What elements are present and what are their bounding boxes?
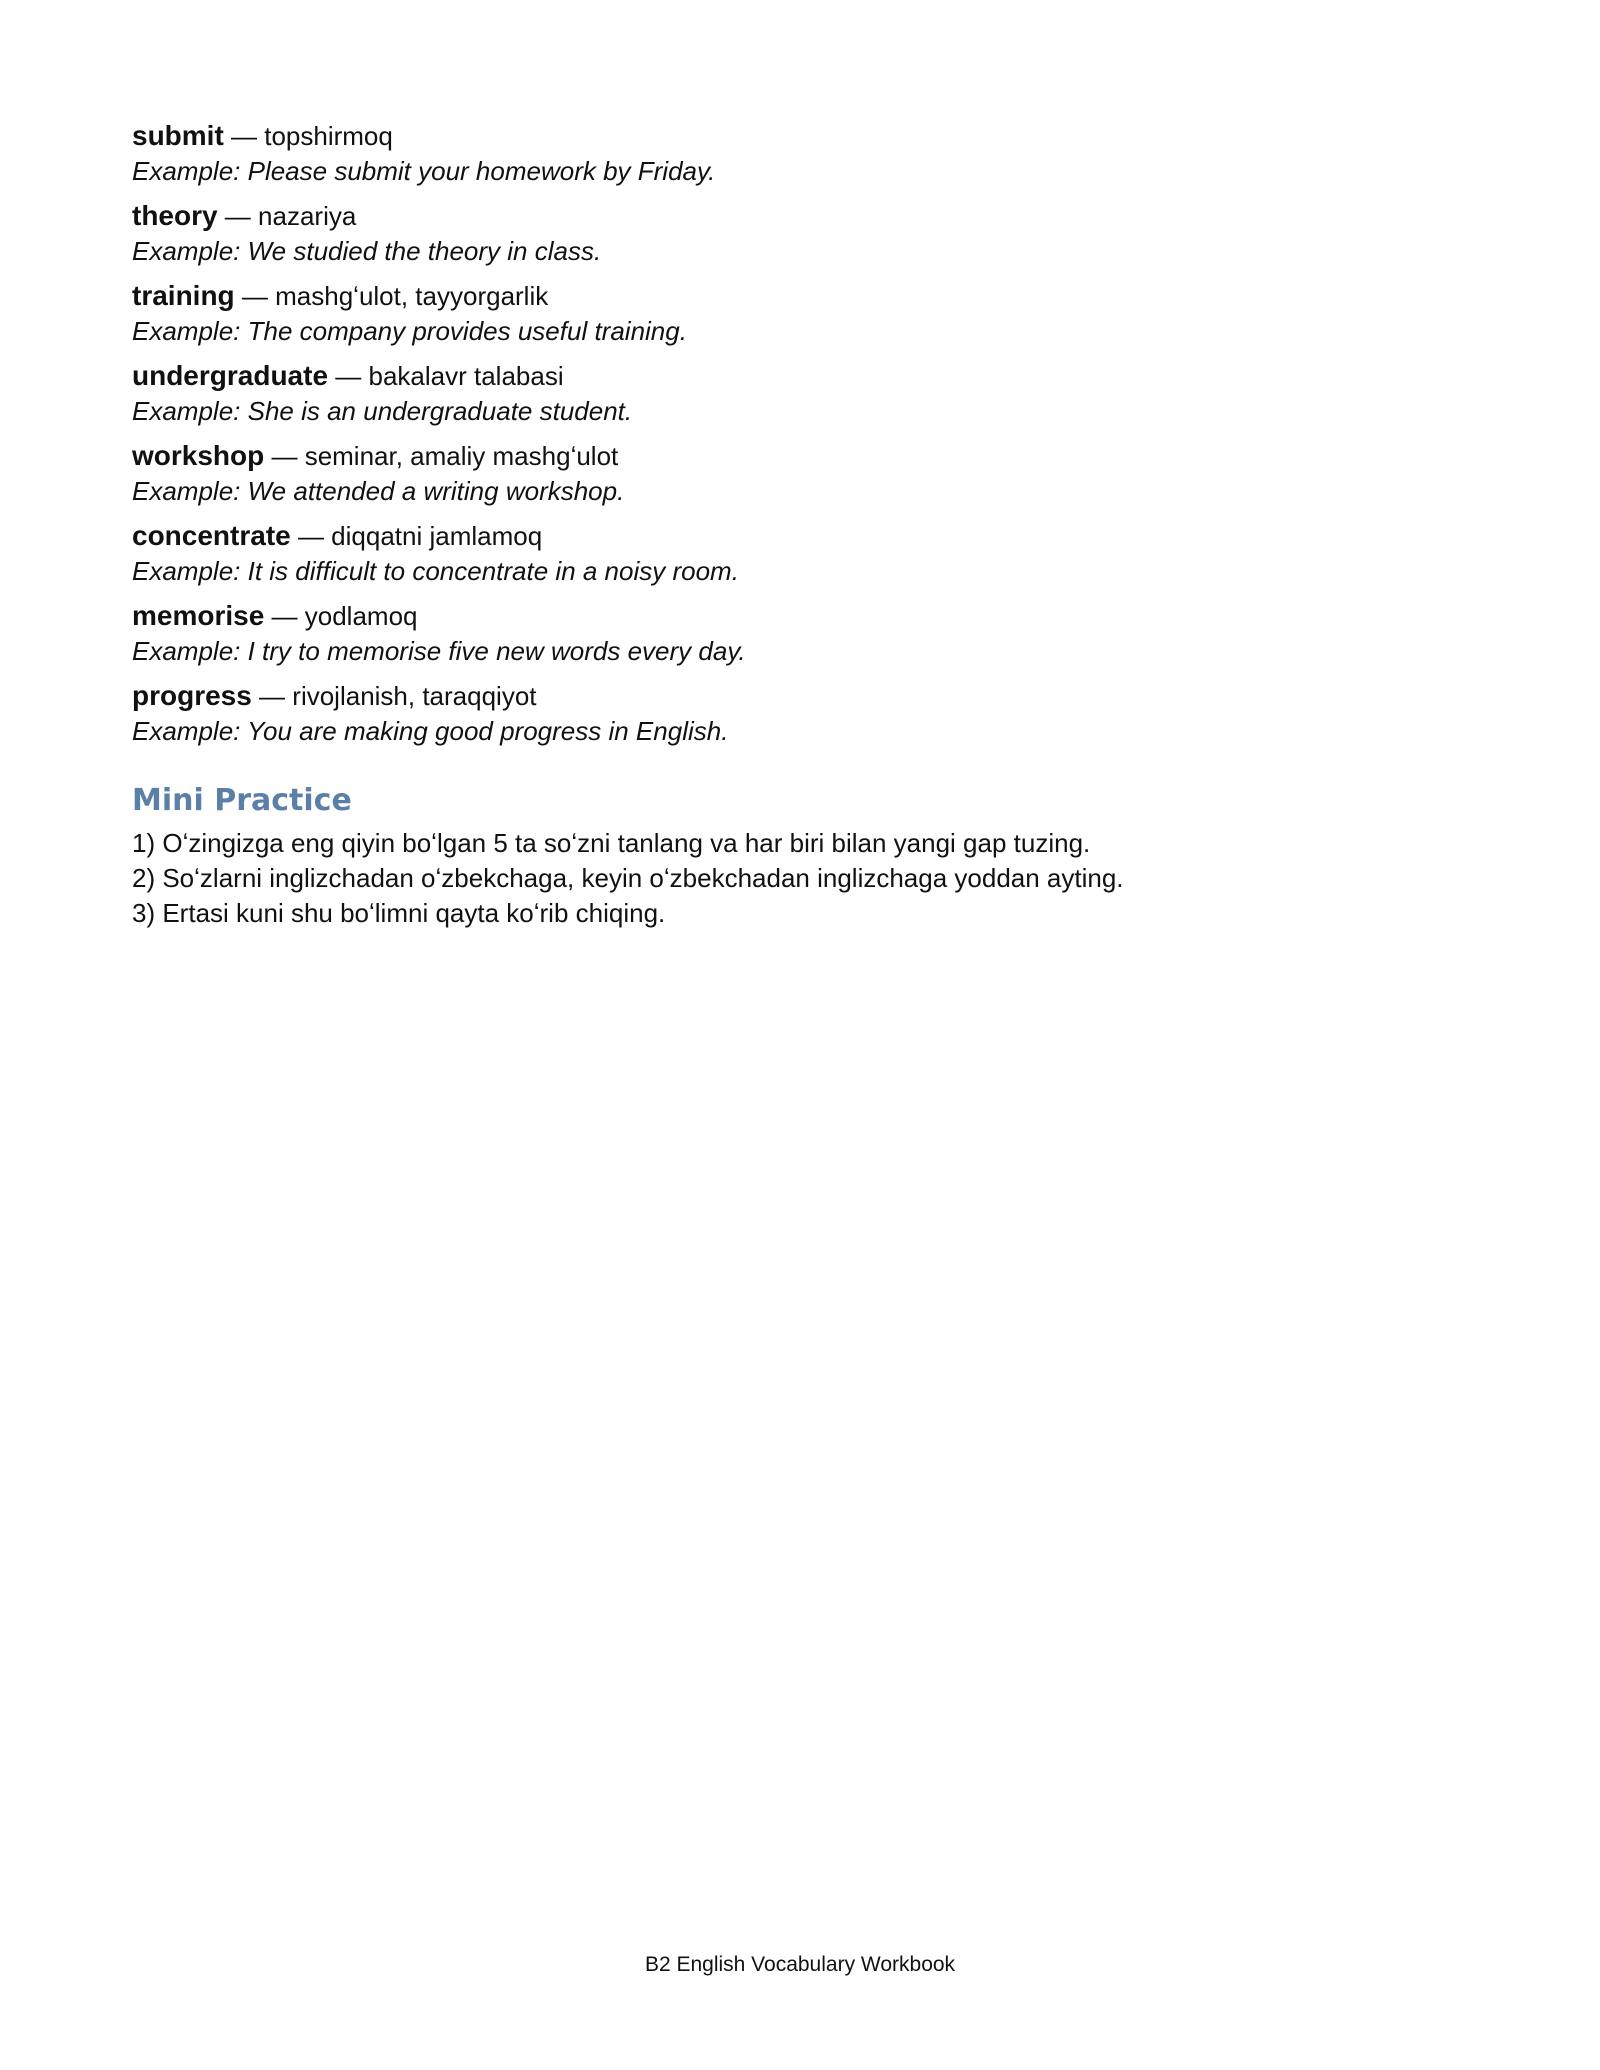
vocab-entry: [132, 518, 1432, 598]
vocab-word: memorise: [132, 600, 265, 631]
vocab-separator: —: [217, 201, 259, 231]
vocab-entry-headline: [132, 358, 1432, 394]
vocab-word: theory: [132, 200, 218, 231]
vocab-entry-headline: [132, 118, 1432, 154]
vocab-separator: —: [328, 361, 369, 391]
practice-item: 1) Oʻzingizga eng qiyin boʻlgan 5 ta soʻzni tanlang va har biri bilan yangi gap tuzing.: [132, 828, 1091, 858]
vocab-meaning: nazariya: [258, 201, 357, 231]
practice-item: 3) Ertasi kuni shu boʻlimni qayta koʻrib chiqing.: [132, 898, 666, 928]
vocab-separator: —: [251, 681, 293, 711]
vocab-word: training: [132, 280, 235, 311]
vocab-example: Example: We attended a writing workshop.: [132, 476, 625, 506]
vocab-separator: —: [264, 601, 305, 631]
vocab-separator: —: [264, 441, 305, 471]
vocab-separator: —: [290, 521, 332, 551]
vocab-word: undergraduate: [132, 360, 329, 391]
vocab-entry-headline: [132, 518, 1432, 554]
vocab-word: progress: [132, 680, 252, 711]
practice-list: [132, 826, 1482, 931]
vocab-entry: [132, 198, 1432, 278]
vocab-entry: [132, 678, 1432, 758]
vocab-example: Example: We studied the theory in class.: [132, 236, 602, 266]
vocab-entry: [132, 118, 1432, 198]
vocab-meaning: rivojlanish, taraqqiyot: [292, 681, 537, 711]
page-footer: B2 English Vocabulary Workbook: [644, 1953, 956, 1976]
vocab-example: Example: The company provides useful training.: [132, 316, 687, 346]
vocab-example: Example: Please submit your homework by Friday.: [132, 156, 716, 186]
vocab-separator: —: [234, 281, 276, 311]
vocab-word: concentrate: [132, 520, 291, 551]
vocabulary-list: [132, 118, 1432, 758]
practice-item: 2) Soʻzlarni inglizchadan oʻzbekchaga, keyin oʻzbekchadan inglizchaga yoddan ayting.: [132, 863, 1124, 893]
vocab-meaning: seminar, amaliy mashgʻulot: [304, 441, 619, 471]
vocab-entry-headline: [132, 598, 1432, 634]
vocab-example: Example: I try to memorise five new words every day.: [132, 636, 746, 666]
vocab-entry-headline: [132, 678, 1432, 714]
vocab-example: Example: You are making good progress in English.: [132, 716, 729, 746]
vocab-entry: [132, 438, 1432, 518]
vocab-meaning: mashgʻulot, tayyorgarlik: [275, 281, 549, 311]
vocab-entry-headline: [132, 438, 1432, 474]
vocab-meaning: diqqatni jamlamoq: [331, 521, 543, 551]
vocab-meaning: topshirmoq: [264, 121, 393, 151]
vocab-example: Example: She is an undergraduate student.: [132, 396, 633, 426]
vocab-entry: [132, 278, 1432, 358]
vocab-entry: [132, 598, 1432, 678]
vocab-separator: —: [223, 121, 265, 151]
vocab-entry-headline: [132, 278, 1432, 314]
vocab-word: submit: [132, 120, 224, 151]
vocab-example: Example: It is difficult to concentrate in a noisy room.: [132, 556, 739, 586]
vocab-meaning: yodlamoq: [304, 601, 418, 631]
vocab-entry: [132, 358, 1432, 438]
vocab-word: workshop: [132, 440, 265, 471]
mini-practice-heading: Mini Practice: [132, 783, 352, 818]
vocab-entry-headline: [132, 198, 1432, 234]
vocab-meaning: bakalavr talabasi: [368, 361, 564, 391]
